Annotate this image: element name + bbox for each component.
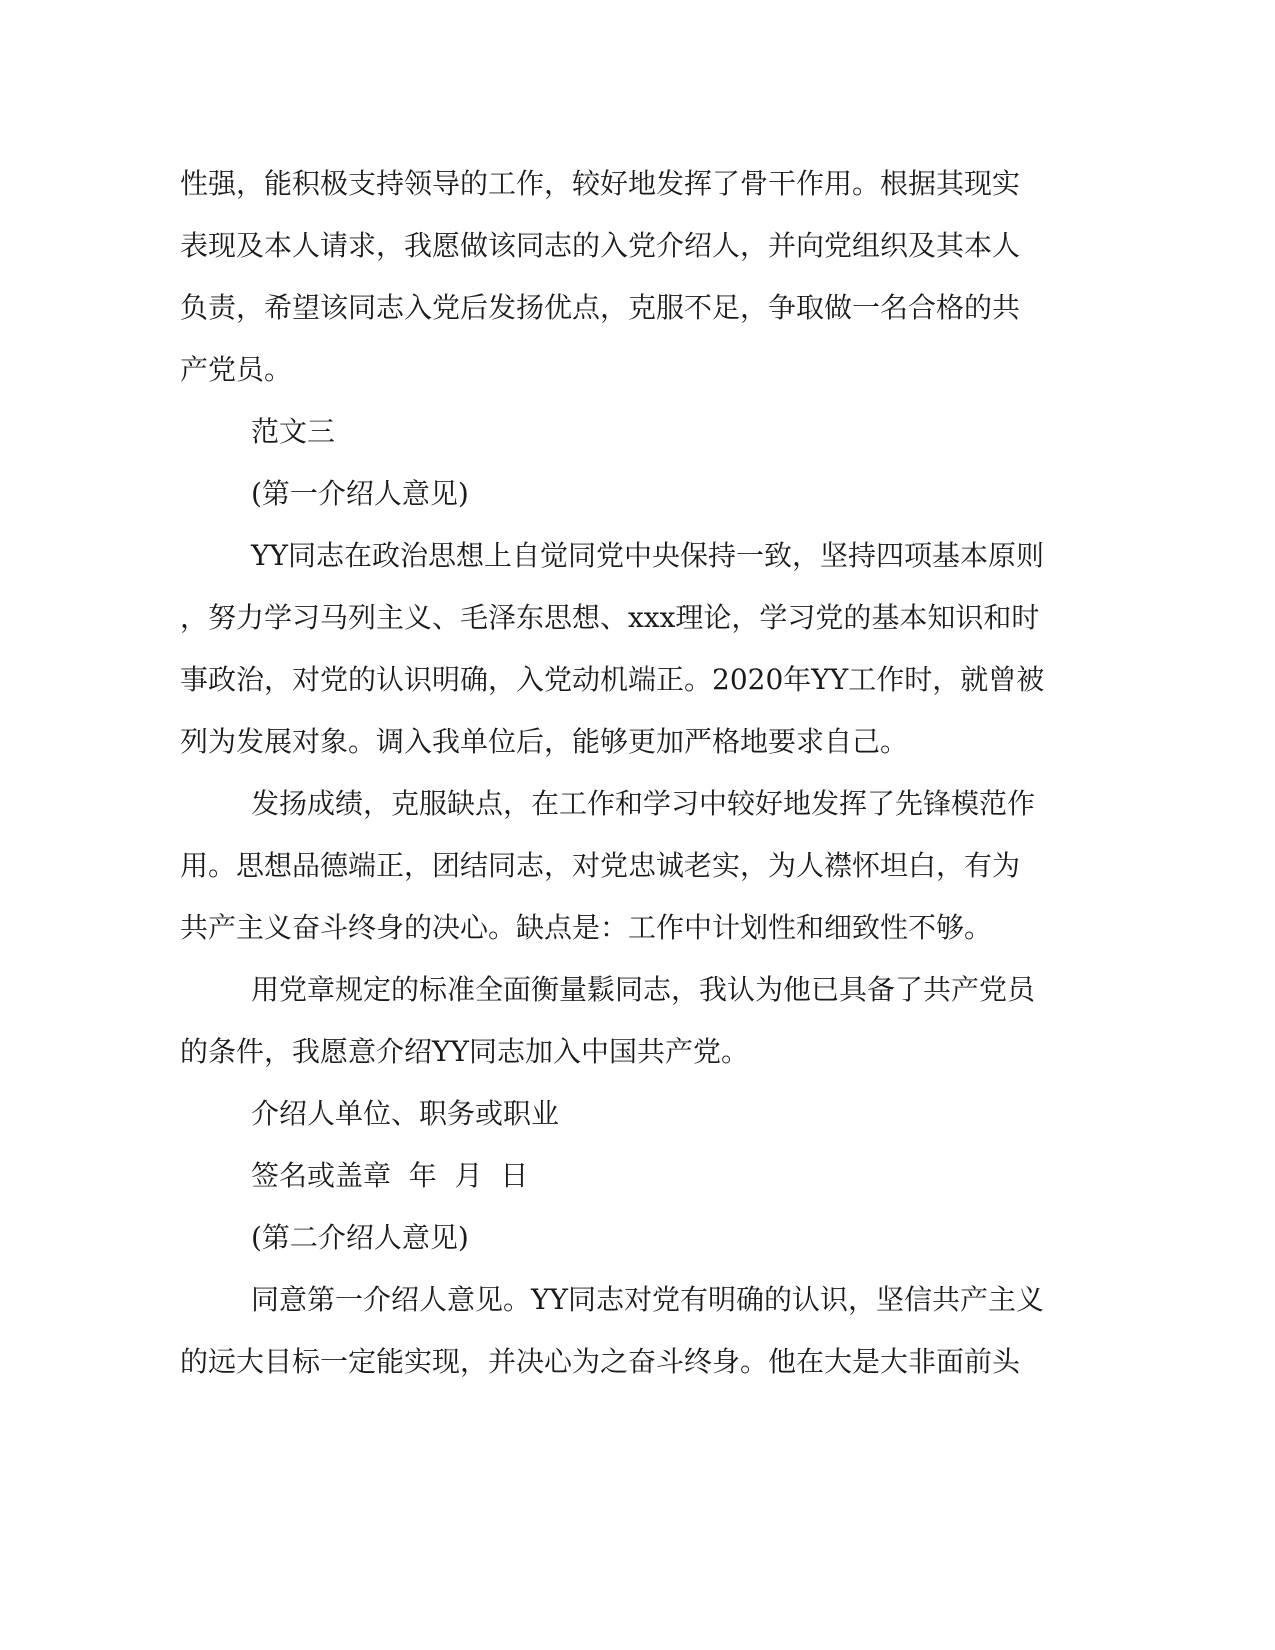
paragraph-line: 用党章规定的标准全面衡量鬏同志，我认为他已具备了共产党员: [251, 973, 1036, 1006]
paragraph-line: 的远大目标一定能实现，并决心为之奋斗终身。他在大是大非面前头: [180, 1345, 1021, 1378]
paragraph-line: 性强，能积极支持领导的工作，较好地发挥了骨干作用。根据其现实: [180, 167, 1021, 200]
paragraph-line: YY同志在政治思想上自觉同党中央保持一致，坚持四项基本原则: [251, 539, 1044, 572]
paragraph-line: 产党员。: [180, 353, 293, 386]
paragraph-line: 负责，希望该同志入党后发扬优点，克服不足，争取做一名合格的共: [180, 291, 1021, 324]
paragraph-line: 同意第一介绍人意见。YY同志对党有明确的认识，坚信共产主义: [251, 1283, 1044, 1316]
paragraph-line: 列为发展对象。调入我单位后，能够更加严格地要求自己。: [180, 725, 909, 758]
paragraph-line: 事政治，对党的认识明确，入党动机端正。2020年YY工作时，就曾被: [180, 663, 1045, 696]
paragraph-line: 表现及本人请求，我愿做该同志的入党介绍人，并向党组织及其本人: [180, 229, 1021, 262]
paragraph-line: 用。思想品德端正，团结同志，对党忠诚老实，为人襟怀坦白，有为: [180, 849, 1021, 882]
subheading: (第二介绍人意见): [251, 1221, 469, 1254]
paragraph-line: 发扬成绩，克服缺点，在工作和学习中较好地发挥了先锋模范作: [251, 787, 1036, 820]
signature-date-line: 签名或盖章 年 月 日: [251, 1159, 529, 1192]
paragraph-line: 的条件，我愿意介绍YY同志加入中国共产党。: [180, 1035, 749, 1068]
paragraph-line: 共产主义奋斗终身的决心。缺点是：工作中计划性和细致性不够。: [180, 911, 993, 944]
subheading: (第一介绍人意见): [251, 477, 469, 510]
paragraph-line: ，努力学习马列主义、毛泽东思想、xxx理论，学习党的基本知识和时: [180, 601, 1040, 634]
section-heading: 范文三: [251, 415, 336, 448]
signature-field-label: 介绍人单位、职务或职业: [251, 1097, 560, 1130]
